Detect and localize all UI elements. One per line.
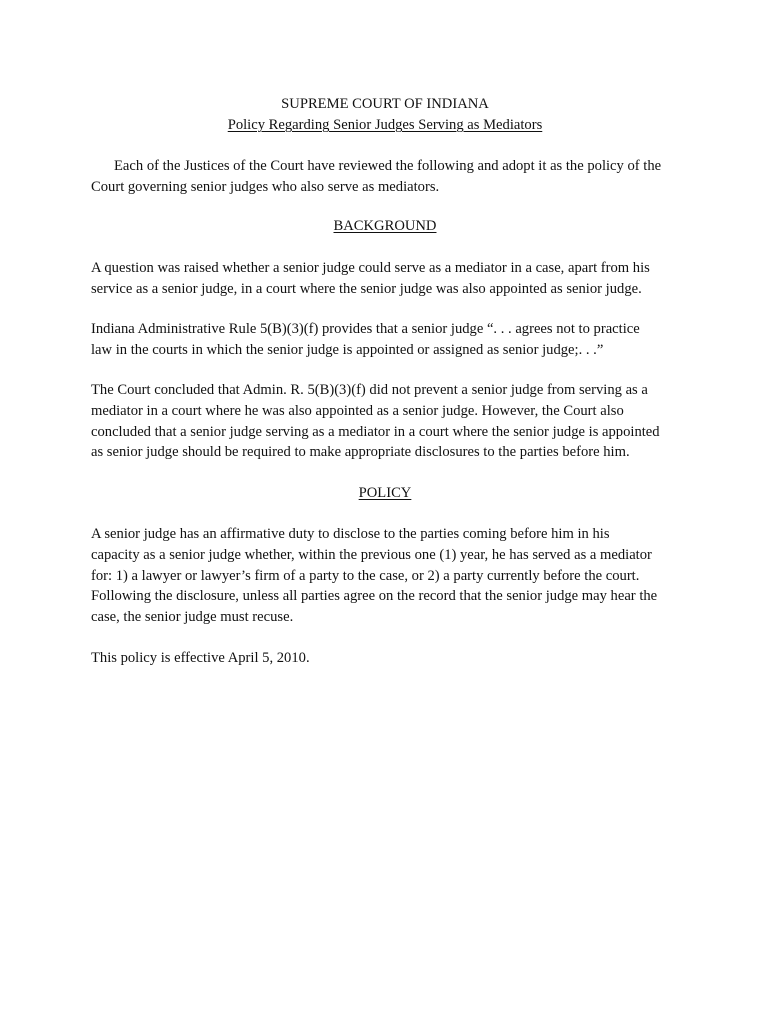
background-paragraph-2 (91, 319, 683, 361)
paragraph-line: A question was raised whether a senior judge could serve as a mediator in a case, apart from his (91, 260, 650, 276)
policy-heading: POLICY (358, 485, 412, 501)
paragraph-line: mediator in a court where he was also appointed as a senior judge. However, the Court also (91, 402, 624, 419)
paragraph-line: Following the disclosure, unless all parties agree on the record that the senior judge may hear the (91, 588, 658, 605)
background-paragraph-3 (91, 380, 683, 463)
paragraph-line: A senior judge has an affirmative duty to disclose to the parties coming before him in his (91, 526, 610, 542)
paragraph-line: capacity as a senior judge whether, within the previous one (1) year, he has served as a mediator (91, 546, 652, 563)
paragraph-line: service as a senior judge, in a court where the senior judge was also appointed as senior judge. (91, 280, 642, 297)
intro-paragraph (91, 156, 683, 198)
paragraph-line: law in the courts in which the senior judge is appointed or assigned as senior judge;. . .” (91, 341, 604, 358)
paragraph-line: for: 1) a lawyer or lawyer’s firm of a party to the case, or 2) a party currently before the court. (91, 567, 640, 584)
background-paragraph-1 (91, 258, 683, 300)
document-title: Policy Regarding Senior Judges Serving as Mediators (227, 117, 543, 133)
paragraph-line: as senior judge should be required to make appropriate disclosures to the parties before him. (91, 444, 630, 461)
paragraph-line: concluded that a senior judge serving as a mediator in a court where the senior judge is appointed (91, 423, 660, 440)
intro-line: Court governing senior judges who also serve as mediators. (91, 178, 440, 195)
paragraph-line: case, the senior judge must recuse. (91, 609, 294, 626)
paragraph-line: Indiana Administrative Rule 5(B)(3)(f) provides that a senior judge “. . . agrees not to practice (91, 321, 640, 337)
policy-paragraph (91, 524, 683, 628)
effective-date-paragraph (91, 648, 683, 669)
effective-date: This policy is effective April 5, 2010. (91, 650, 310, 666)
court-name: SUPREME COURT OF INDIANA (281, 96, 489, 112)
background-heading: BACKGROUND (333, 218, 437, 234)
intro-line: Each of the Justices of the Court have reviewed the following and adopt it as the policy of the (114, 158, 662, 174)
paragraph-line: The Court concluded that Admin. R. 5(B)(3)(f) did not prevent a senior judge from serving as a (91, 382, 648, 398)
